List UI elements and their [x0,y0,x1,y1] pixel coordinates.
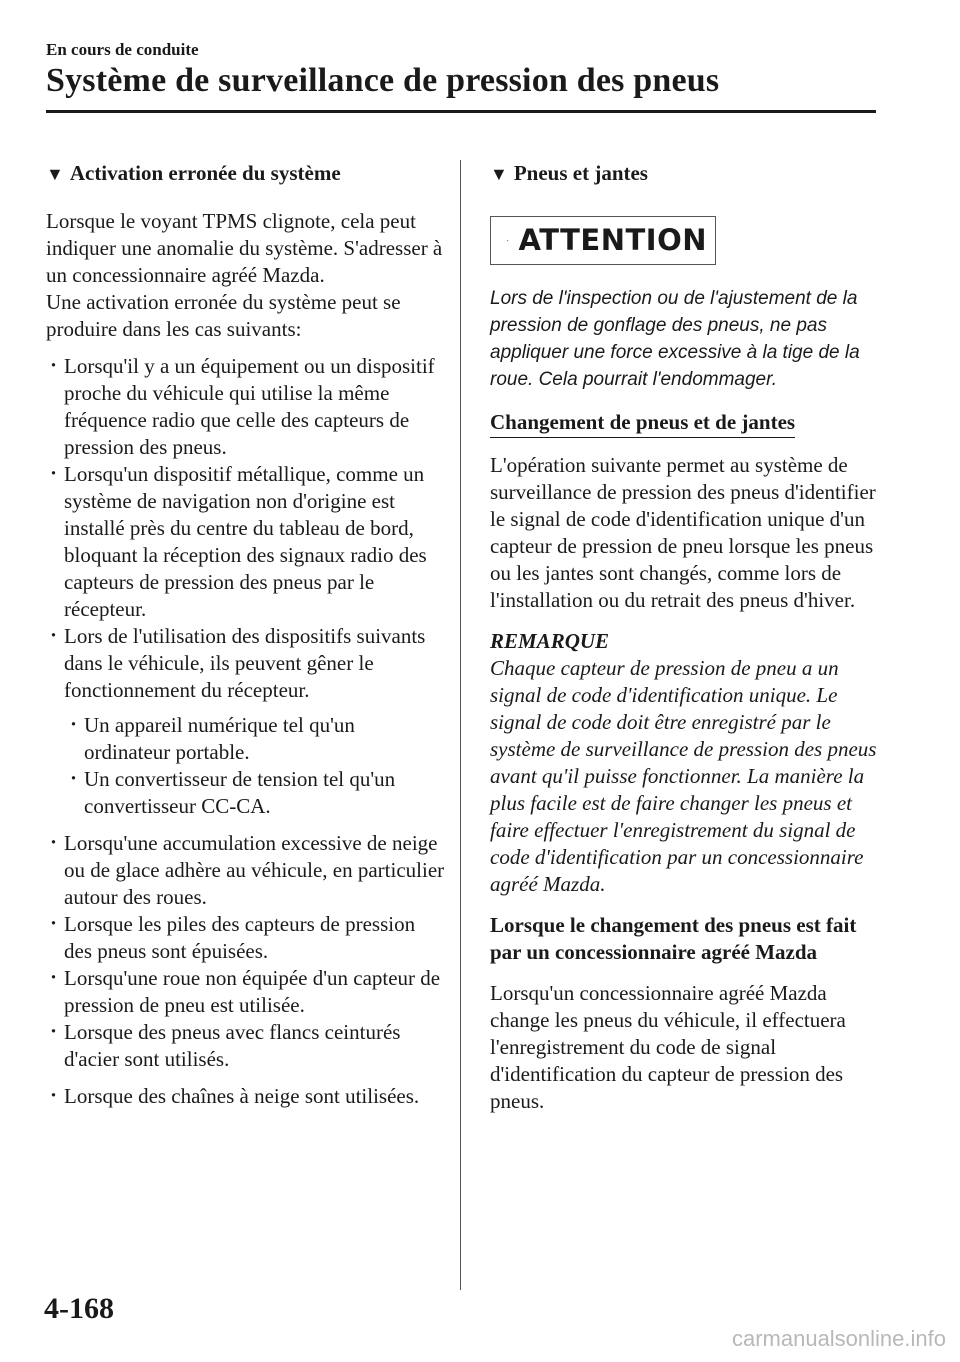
subheading-tire-change: Changement de pneus et de jantes [490,409,795,438]
triangle-down-icon: ▼ [46,164,64,184]
warning-triangle-icon [507,228,509,253]
section-heading-text: Pneus et jantes [513,161,648,185]
bold-heading-dealer: Lorsque le changement des pneus est fait par un concessionnaire agréé Mazda [490,913,857,964]
attention-label: ATTENTION [518,223,707,257]
list-item: · Lors de l'utilisation des dispositifs suivants dans le véhicule, ils peuvent gêner le fonctionnement du récepteur. [46,623,446,704]
attention-text: Lors de l'inspection ou de l'ajustement de la pression de gonflage des pneus, ne pas appliquer une force excessive à la tige de la roue. Cela pourrait l'endommager. [490,288,860,390]
attention-box [490,216,716,265]
list-item: · Lorsqu'un dispositif métallique, comme un système de navigation non d'origine est installé près du centre du tableau de bord, bloquant la réception des signaux radio des capteurs de pression des pneus par le récepteur. [46,461,446,623]
sub-bullet-list [66,712,446,820]
list-item: · Lorsque des chaînes à neige sont utilisées. [46,1083,446,1110]
intro-paragraph-2: Une activation erronée du système peut se produire dans les cas suivants: [46,290,401,341]
note-text: Chaque capteur de pression de pneu a un signal de code d'identification unique. Le signal de code doit être enregistré par le système de surveillance de pression des pneus avant qu'il puisse fonctionner. La manière la plus facile est de faire changer les pneus et faire effectuer l'enregistrement du signal de code d'identification par un concessionnaire agréé Mazda. [490,656,877,896]
section-heading-tires [490,160,885,188]
bullet-list [46,353,446,704]
list-item: · Lorsque les piles des capteurs de pression des pneus sont épuisées. [46,911,446,965]
left-column [46,160,446,1110]
list-item: · Lorsqu'il y a un équipement ou un dispositif proche du véhicule qui utilise la même fréquence radio que celle des capteurs de pression des pneus. [46,353,446,461]
note-label: REMARQUE [490,629,610,653]
list-item: · Lorsqu'une roue non équipée d'un capteur de pression de pneu est utilisée. [46,965,446,1019]
triangle-down-icon: ▼ [490,164,508,184]
watermark: carmanualsonline.info [731,1326,946,1351]
header-rule [46,110,876,113]
page-number: 4-168 [44,1292,114,1325]
list-item: · Lorsqu'une accumulation excessive de neige ou de glace adhère au véhicule, en particulier autour des roues. [46,830,446,911]
paragraph-dealer: Lorsqu'un concessionnaire agréé Mazda change les pneus du véhicule, il effectuera l'enregistrement du code de signal d'identification du capteur de pression des pneus. [490,981,846,1113]
right-column [490,160,885,1115]
page-title: Système de surveillance de pression des pneus [46,62,720,99]
list-item: · Un appareil numérique tel qu'un ordinateur portable. [66,712,446,766]
section-heading-text: Activation erronée du système [69,161,341,185]
paragraph-identification: L'opération suivante permet au système de surveillance de pression des pneus d'identifier le signal de code d'identification unique d'un capteur de pression de pneu lorsque les pneus ou les jantes sont changés, comme lors de l'installation ou du retrait des pneus d'hiver. [490,453,876,612]
column-divider [460,160,461,1290]
list-item: · Un convertisseur de tension tel qu'un convertisseur CC-CA. [66,766,446,820]
bullet-list-2 [46,830,446,1110]
list-item: · Lorsque des pneus avec flancs ceinturés d'acier sont utilisés. [46,1019,446,1073]
section-heading-activation [46,160,446,188]
intro-paragraph-1: Lorsque le voyant TPMS clignote, cela peut indiquer une anomalie du système. S'adresser à un concessionnaire agréé Mazda. [46,209,443,287]
chapter-label: En cours de conduite [46,40,199,59]
